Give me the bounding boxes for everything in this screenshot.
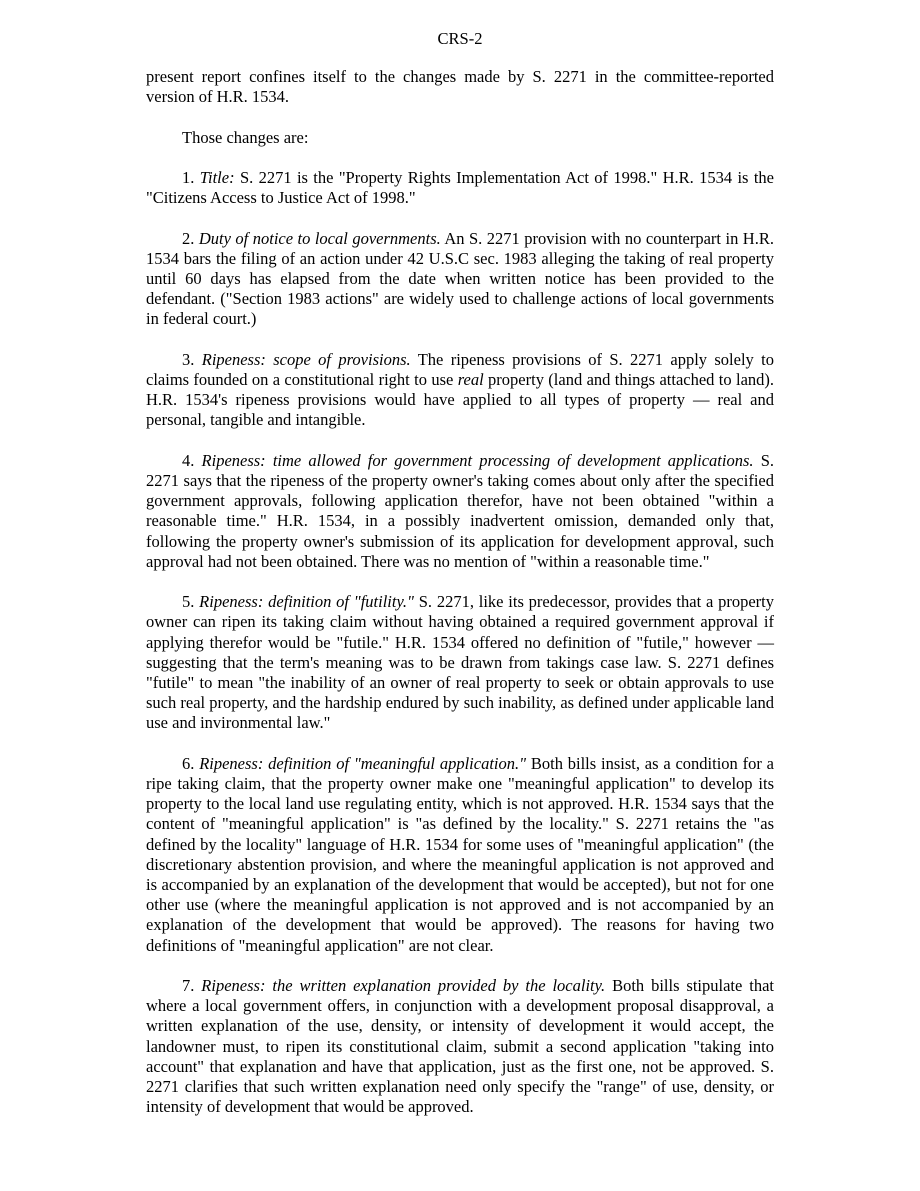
change-item-7 bbox=[146, 976, 774, 1117]
change-item-4 bbox=[146, 451, 774, 572]
item-number: 6. bbox=[182, 753, 195, 773]
change-item-5 bbox=[146, 592, 774, 733]
item-text: An S. 2271 provision with no counterpart in H.R. 1534 bars the filing of an action under 42 U.S.C sec. 1983 alleging the taking of real property until 60 days has elapsed from the date when written notice has been provided to the defendant. ("Section 1983 actions" are widely used to challenge actions of local governments in federal court.) bbox=[146, 228, 774, 329]
item-heading: Ripeness: the written explanation provided by the locality. bbox=[201, 976, 606, 996]
document-body bbox=[146, 67, 774, 1138]
item-text: S. 2271 says that the ripeness of the property owner's taking comes about only after the specified government approvals, following application therefor, have not been obtained "within a reasonable time." H.R. 1534, in a possibly inadvertent omission, demanded only that, following the property owner's submission of its application for development approval, such approval had not been obtained. There was no mention of "within a reasonable time." bbox=[146, 450, 774, 571]
paragraph-text: Those changes are: bbox=[182, 127, 309, 147]
item-number: 4. bbox=[182, 450, 195, 470]
item-heading: Ripeness: scope of provisions. bbox=[201, 349, 411, 369]
item-number: 7. bbox=[182, 976, 195, 996]
intro-paragraph bbox=[146, 128, 774, 148]
item-text-after: property (land and things attached to land). H.R. 1534's ripeness provisions would have applied to all types of property — real and personal, tangible and intangible. bbox=[146, 369, 775, 430]
item-heading: Ripeness: time allowed for government processing of development applications. bbox=[201, 450, 754, 470]
item-heading: Ripeness: definition of "meaningful application." bbox=[199, 753, 527, 773]
change-item-6 bbox=[146, 754, 774, 956]
item-number: 5. bbox=[182, 592, 195, 612]
item-number: 3. bbox=[182, 349, 195, 369]
item-heading: Ripeness: definition of "futility." bbox=[199, 592, 414, 612]
item-number: 2. bbox=[182, 228, 195, 248]
item-text: S. 2271 is the "Property Rights Implementation Act of 1998." H.R. 1534 is the "Citizens Access to Justice Act of 1998." bbox=[146, 167, 774, 208]
change-item-1 bbox=[146, 168, 774, 208]
item-heading: Title: bbox=[199, 167, 235, 187]
item-text-before: The ripeness provisions of S. 2271 apply solely to claims founded on a constitutional right to use bbox=[146, 349, 774, 389]
change-item-2 bbox=[146, 229, 774, 330]
item-text: S. 2271, like its predecessor, provides that a property owner can ripen its taking claim without having obtained a required government approval if applying therefor would be "futile." H.R. 1534 offered no definition of "futile," however — suggesting that the term's meaning was to be drawn from takings case law. S. 2271 defines "futile" to mean "the inability of an owner of real property to seek or obtain approvals to use such real property, and the hardship endured by such inability, as defined under applicable land use and invironmental law." bbox=[146, 592, 774, 733]
paragraph-text: present report confines itself to the changes made by S. 2271 in the committee-reported version of H.R. 1534. bbox=[146, 67, 774, 107]
page-number-header: CRS-2 bbox=[437, 29, 483, 48]
item-text-emphasis: real bbox=[457, 369, 484, 389]
item-heading: Duty of notice to local governments. bbox=[198, 228, 441, 248]
continuation-paragraph bbox=[146, 67, 774, 107]
change-item-3 bbox=[146, 350, 774, 431]
item-text: Both bills stipulate that where a local government offers, in conjunction with a development proposal disapproval, a written explanation of the use, density, or intensity of development it would accept, the landowner must, to ripen its constitutional claim, submit a second application "taking into account" that explanation and have that application, just as the first one, not be approved. S. 2271 clarifies that such written explanation need only specify the "range" of use, density, or intensity of development that would be approved. bbox=[146, 976, 774, 1117]
item-number: 1. bbox=[182, 167, 195, 187]
item-text: Both bills insist, as a condition for a ripe taking claim, that the property owner make one "meaningful application" to develop its property to the local land use regulating entity, which is not approved. H.R. 1534 says that the content of "meaningful application" is "as defined by the locality." S. 2271 retains the "as defined by the locality" language of H.R. 1534 for some uses of "meaningful application" (the discretionary abstention provision, and where the meaningful application is not approved and is accompanied by an explanation of the development that would be accepted), but not for one other use (where the meaningful application is not approved and is not accompanied by an explanation of the development that would be approved). The reasons for having two definitions of "meaningful application" are not clear. bbox=[146, 753, 774, 955]
